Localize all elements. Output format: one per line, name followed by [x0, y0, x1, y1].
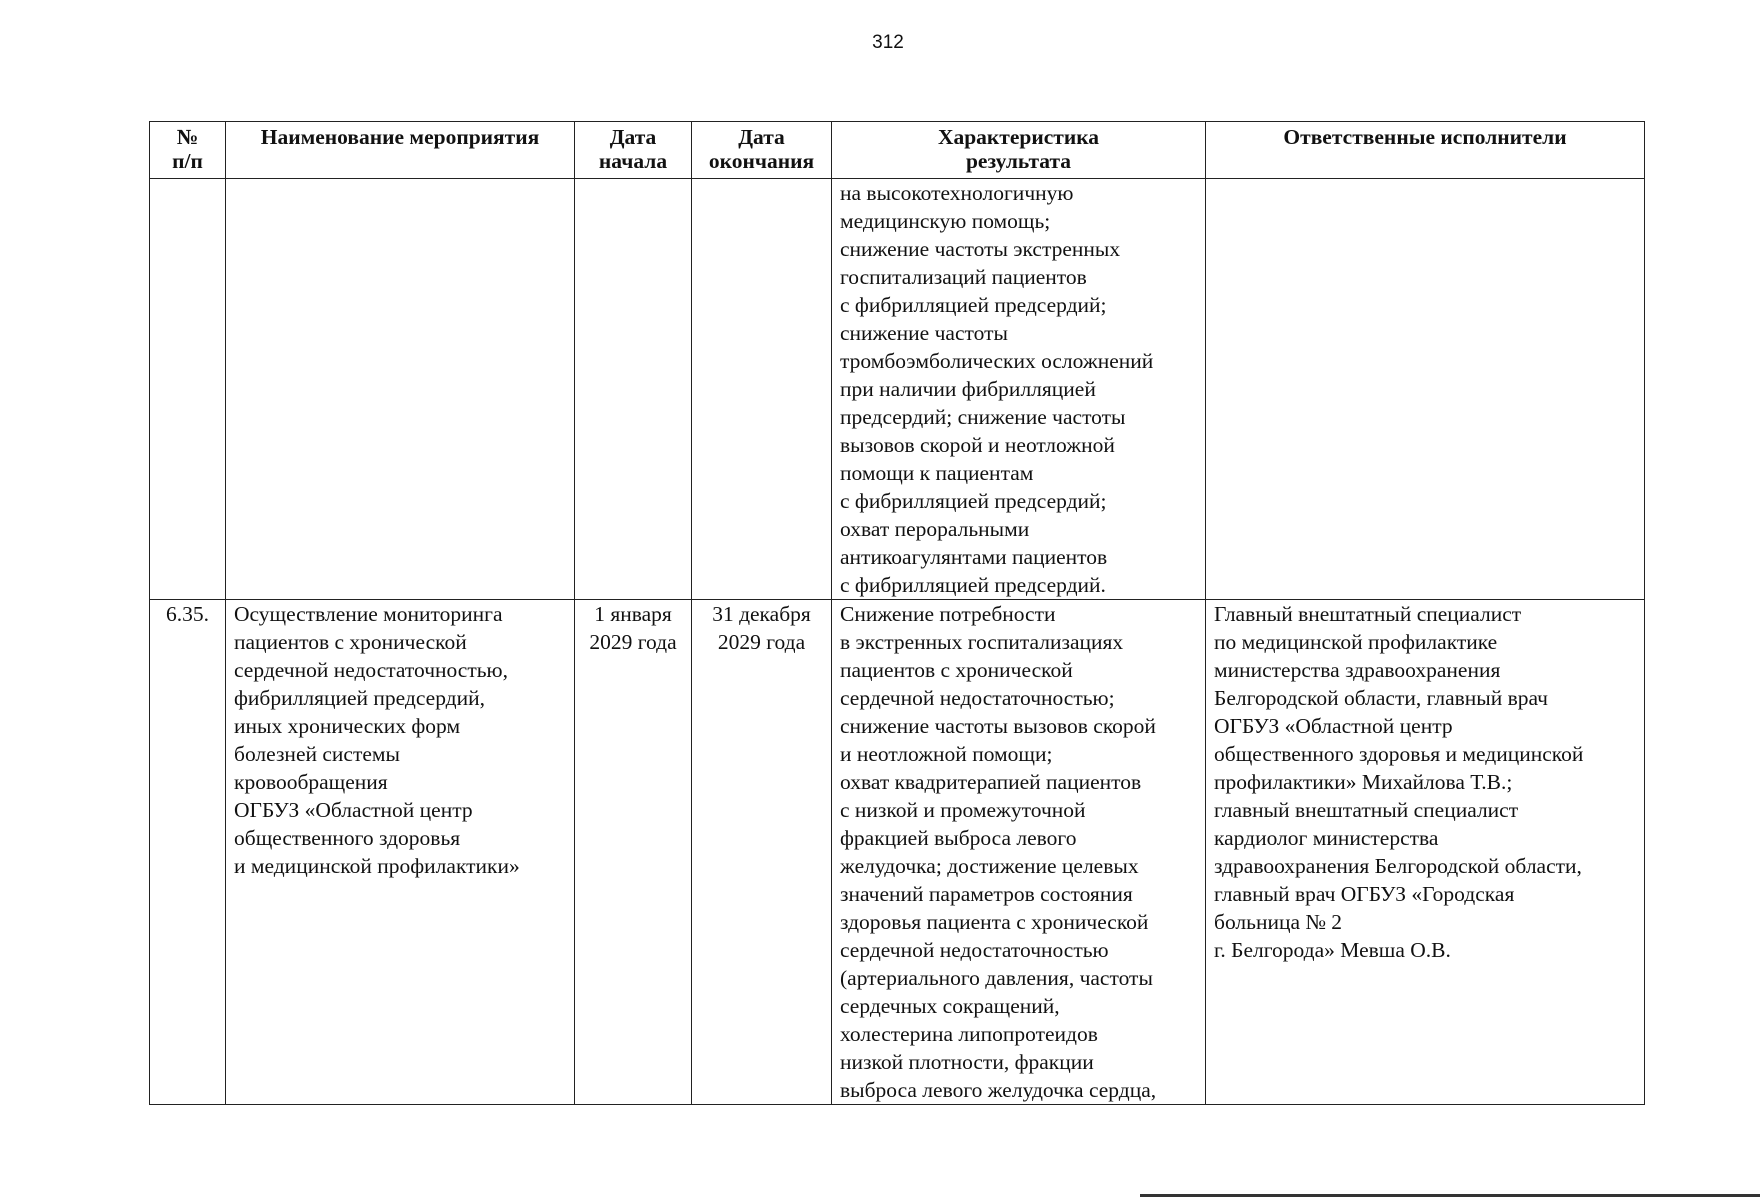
header-name: Наименование мероприятия — [226, 122, 575, 179]
row-result: Снижение потребности в экстренных госпитализациях пациентов с хронической сердечной недостаточностью; снижение частоты вызовов скорой и неотложной помощи; охват квадритерапией пациентов с низкой и промежуточной фракцией выброса левого желудочка; достижение целевых значений параметров состояния здоровья пациента с хронической сердечной недостаточностью (артериального давления, частоты сердечных сокращений, холестерина липопротеидов низкой плотности, фракции выброса левого желудочка сердца, — [832, 600, 1206, 1105]
page-number: 312 — [872, 32, 904, 53]
row-responsible — [1206, 179, 1645, 600]
header-num: № п/п — [150, 122, 226, 179]
header-end-date: Дата окончания — [692, 122, 832, 179]
header-start-date: Дата начала — [575, 122, 692, 179]
row-end-date: 31 декабря 2029 года — [692, 600, 832, 1105]
header-result: Характеристика результата — [832, 122, 1206, 179]
page-edge-line — [1140, 1194, 1760, 1197]
row-start-date: 1 января 2029 года — [575, 600, 692, 1105]
row-num: 6.35. — [150, 600, 226, 1105]
table-header-row — [150, 122, 1645, 179]
table-row — [150, 600, 1645, 1105]
row-start-date — [575, 179, 692, 600]
row-end-date — [692, 179, 832, 600]
row-name — [226, 179, 575, 600]
row-name: Осуществление мониторинга пациентов с хронической сердечной недостаточностью, фибрилляцией предсердий, иных хронических форм болезней системы кровообращения ОГБУЗ «Областной центр общественного здоровья и медицинской профилактики» — [226, 600, 575, 1105]
header-responsible: Ответственные исполнители — [1206, 122, 1645, 179]
row-result: на высокотехнологичную медицинскую помощь; снижение частоты экстренных госпитализаций пациентов с фибрилляцией предсердий; снижение частоты тромбоэмболических осложнений при наличии фибрилляцией предсердий; снижение частоты вызовов скорой и неотложной помощи к пациентам с фибрилляцией предсердий; охват пероральными антикоагулянтами пациентов с фибрилляцией предсердий. — [832, 179, 1206, 600]
row-responsible: Главный внештатный специалист по медицинской профилактике министерства здравоохранения Белгородской области, главный врач ОГБУЗ «Областной центр общественного здоровья и медицинской профилактики» Михайлова Т.В.; главный внештатный специалист кардиолог министерства здравоохранения Белгородской области, главный врач ОГБУЗ «Городская больница № 2 г. Белгорода» Мевша О.В. — [1206, 600, 1645, 1105]
table-row — [150, 179, 1645, 600]
events-table — [149, 121, 1645, 1105]
row-num — [150, 179, 226, 600]
